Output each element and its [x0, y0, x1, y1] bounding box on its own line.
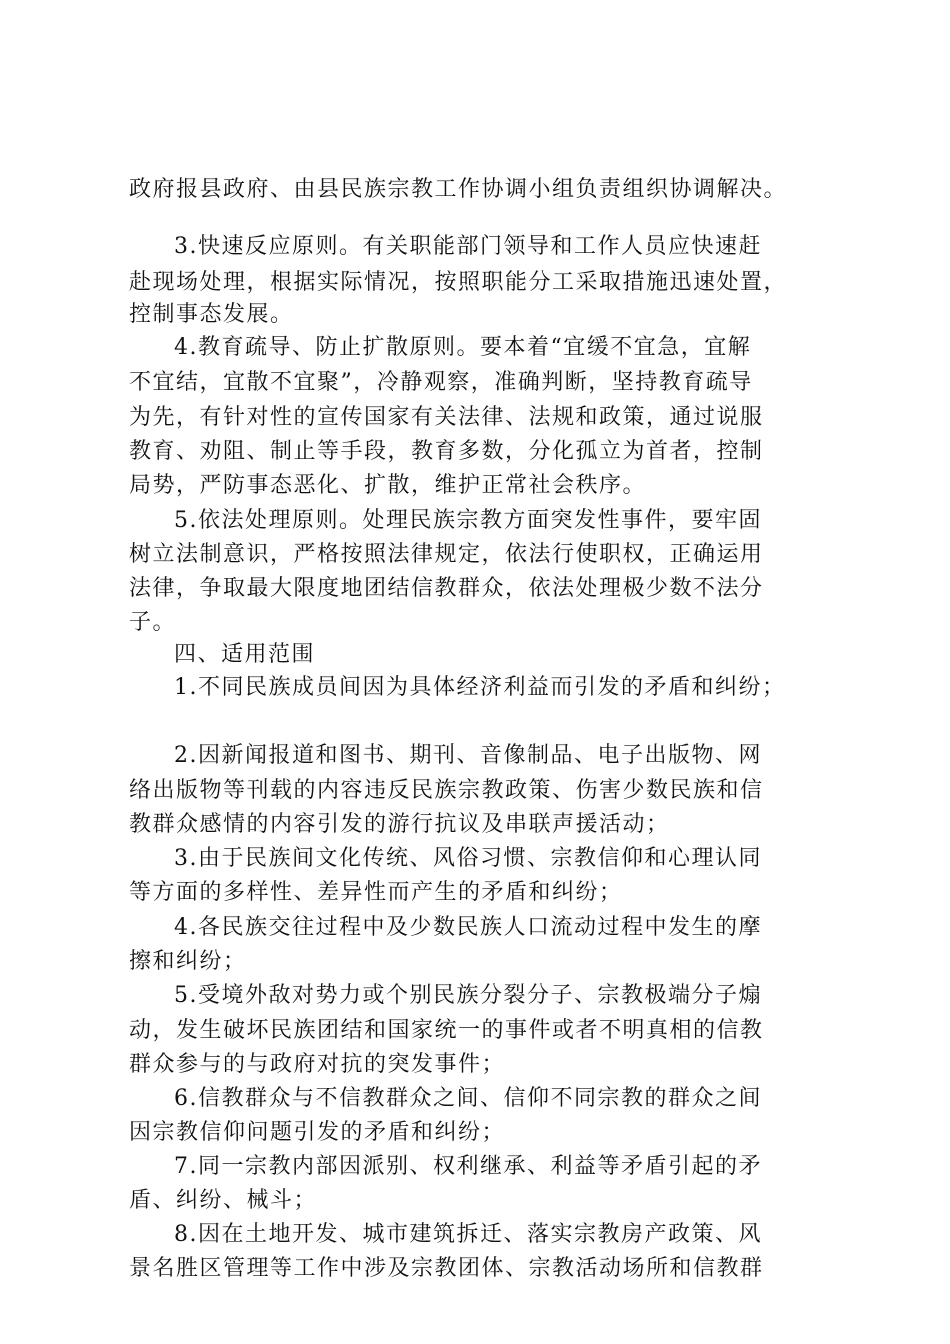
- text-line: 8.因在土地开发、城市建筑拆迁、落实宗教房产政策、风: [174, 1222, 762, 1247]
- text-line: 6.信教群众与不信教群众之间、信仰不同宗教的群众之间: [174, 1086, 762, 1111]
- text-line: 景名胜区管理等工作中涉及宗教团体、宗教活动场所和信教群: [129, 1256, 764, 1281]
- text-line: 络出版物等刊载的内容违反民族宗教政策、伤害少数民族和信: [129, 778, 764, 803]
- text-line: 群众参与的与政府对抗的突发事件；: [129, 1052, 506, 1077]
- text-line: 7.同一宗教内部因派别、权利继承、利益等矛盾引起的矛: [174, 1154, 762, 1179]
- text-line: 子。: [129, 610, 177, 635]
- text-line: 为先，有针对性的宣传国家有关法律、法规和政策，通过说服: [129, 405, 764, 430]
- text-line: 1.不同民族成员间因为具体经济利益而引发的矛盾和纠纷；: [174, 675, 786, 700]
- text-line: 擦和纠纷；: [129, 949, 247, 974]
- text-line: 政府报县政府、由县民族宗教工作协调小组负责组织协调解决。: [129, 177, 788, 202]
- text-line: 4.各民族交往过程中及少数民族人口流动过程中发生的摩: [174, 915, 762, 940]
- text-line: 局势，严防事态恶化、扩散，维护正常社会秩序。: [129, 473, 647, 498]
- text-line: 5.依法处理原则。处理民族宗教方面突发性事件，要牢固: [174, 508, 762, 533]
- text-line: 教群众感情的内容引发的游行抗议及串联声援活动；: [129, 812, 670, 837]
- text-line: 盾、纠纷、械斗；: [129, 1188, 318, 1213]
- text-line: 法律，争取最大限度地团结信教群众，依法处理极少数不法分: [129, 576, 764, 601]
- text-line: 3.快速反应原则。有关职能部门领导和工作人员应快速赶: [174, 234, 762, 259]
- text-line: 动，发生破坏民族团结和国家统一的事件或者不明真相的信教: [129, 1018, 764, 1043]
- text-line: 不宜结，宜散不宜聚”，冷静观察，准确判断，坚持教育疏导: [129, 370, 753, 395]
- text-line: 教育、劝阻、制止等手段，教育多数，分化孤立为首者，控制: [129, 439, 764, 464]
- section-heading: 四、适用范围: [174, 642, 316, 667]
- text-line: 树立法制意识，严格按照法律规定，依法行使职权，正确运用: [129, 542, 764, 567]
- text-line: 因宗教信仰问题引发的矛盾和纠纷；: [129, 1120, 506, 1145]
- text-line: 4.教育疏导、防止扩散原则。要本着“宜缓不宜急，宜解: [174, 335, 752, 360]
- text-line: 2.因新闻报道和图书、期刊、音像制品、电子出版物、网: [174, 743, 762, 768]
- text-line: 3.由于民族间文化传统、风俗习惯、宗教信仰和心理认同: [174, 846, 762, 871]
- text-line: 5.受境外敌对势力或个别民族分裂分子、宗教极端分子煽: [174, 983, 762, 1008]
- text-line: 控制事态发展。: [129, 302, 294, 327]
- text-line: 赴现场处理，根据实际情况，按照职能分工采取措施迅速处置，: [129, 270, 788, 295]
- text-line: 等方面的多样性、差异性而产生的矛盾和纠纷；: [129, 880, 623, 905]
